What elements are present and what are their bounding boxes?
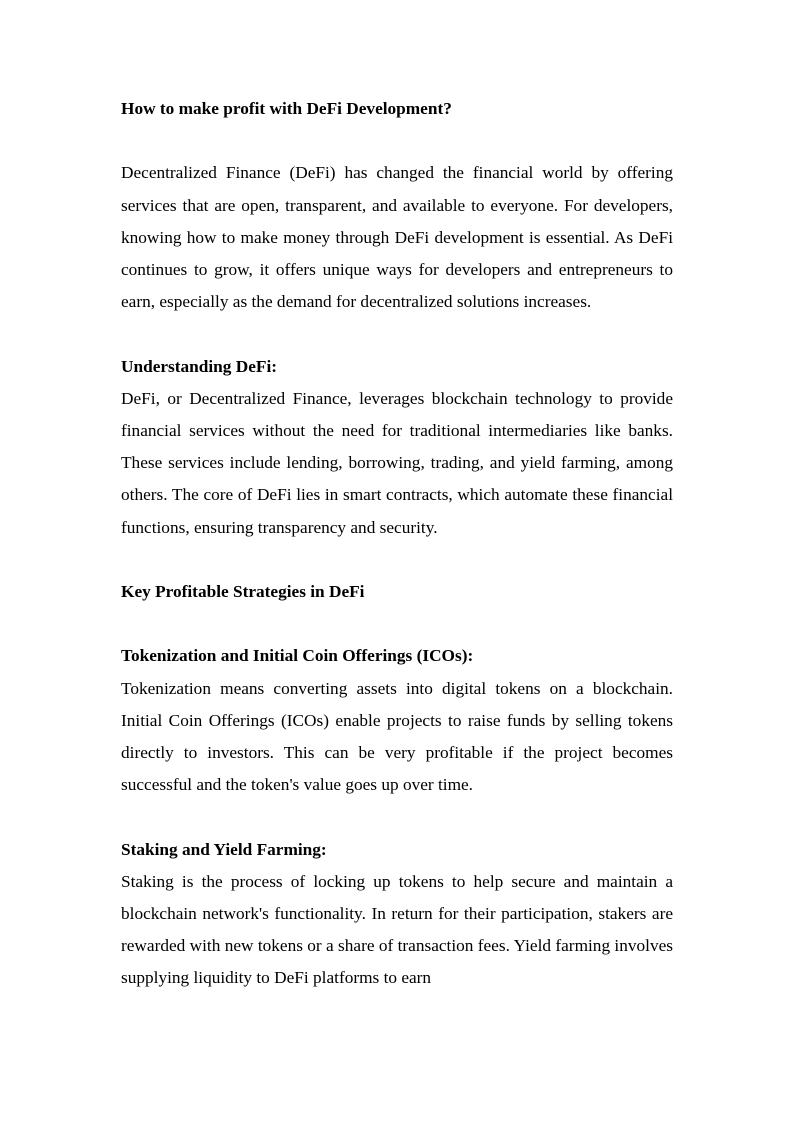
document-title: How to make profit with DeFi Development? [121, 99, 452, 118]
strategies-heading: Key Profitable Strategies in DeFi [121, 582, 365, 601]
staking-paragraph: Staking is the process of locking up tokens to help secure and maintain a blockchain network's functionality. In return for their participation, stakers are rewarded with new tokens or a share of transaction fees. Yield farming involves supplying liquidity to DeFi platforms to earn [121, 871, 673, 988]
document-body [121, 93, 673, 995]
tokenization-heading: Tokenization and Initial Coin Offerings (ICOs): [121, 646, 474, 666]
spacer [121, 801, 673, 833]
tokenization-paragraph: Tokenization means converting assets into digital tokens on a blockchain. Initial Coin Offerings (ICOs) enable projects to raise funds by selling tokens directly to investors. This can be very profitable if the project becomes successful and the token's value goes up over time. [121, 678, 673, 795]
spacer [121, 608, 673, 640]
spacer [121, 318, 673, 350]
staking-heading: Staking and Yield Farming: [121, 839, 327, 859]
spacer [121, 125, 673, 157]
intro-paragraph: Decentralized Finance (DeFi) has changed the financial world by offering services that are open, transparent, and available to everyone. For developers, knowing how to make money through DeFi development is essential. As DeFi continues to grow, it offers unique ways for developers and entrepreneurs to earn, especially as the demand for decentralized solutions increases. [121, 163, 673, 312]
understanding-heading: Understanding DeFi: [121, 356, 278, 376]
understanding-paragraph: DeFi, or Decentralized Finance, leverages blockchain technology to provide financial services without the need for traditional intermediaries like banks. These services include lending, borrowing, trading, and yield farming, among others. The core of DeFi lies in smart contracts, which automate these financial functions, ensuring transparency and security. [121, 388, 673, 537]
spacer [121, 544, 673, 576]
